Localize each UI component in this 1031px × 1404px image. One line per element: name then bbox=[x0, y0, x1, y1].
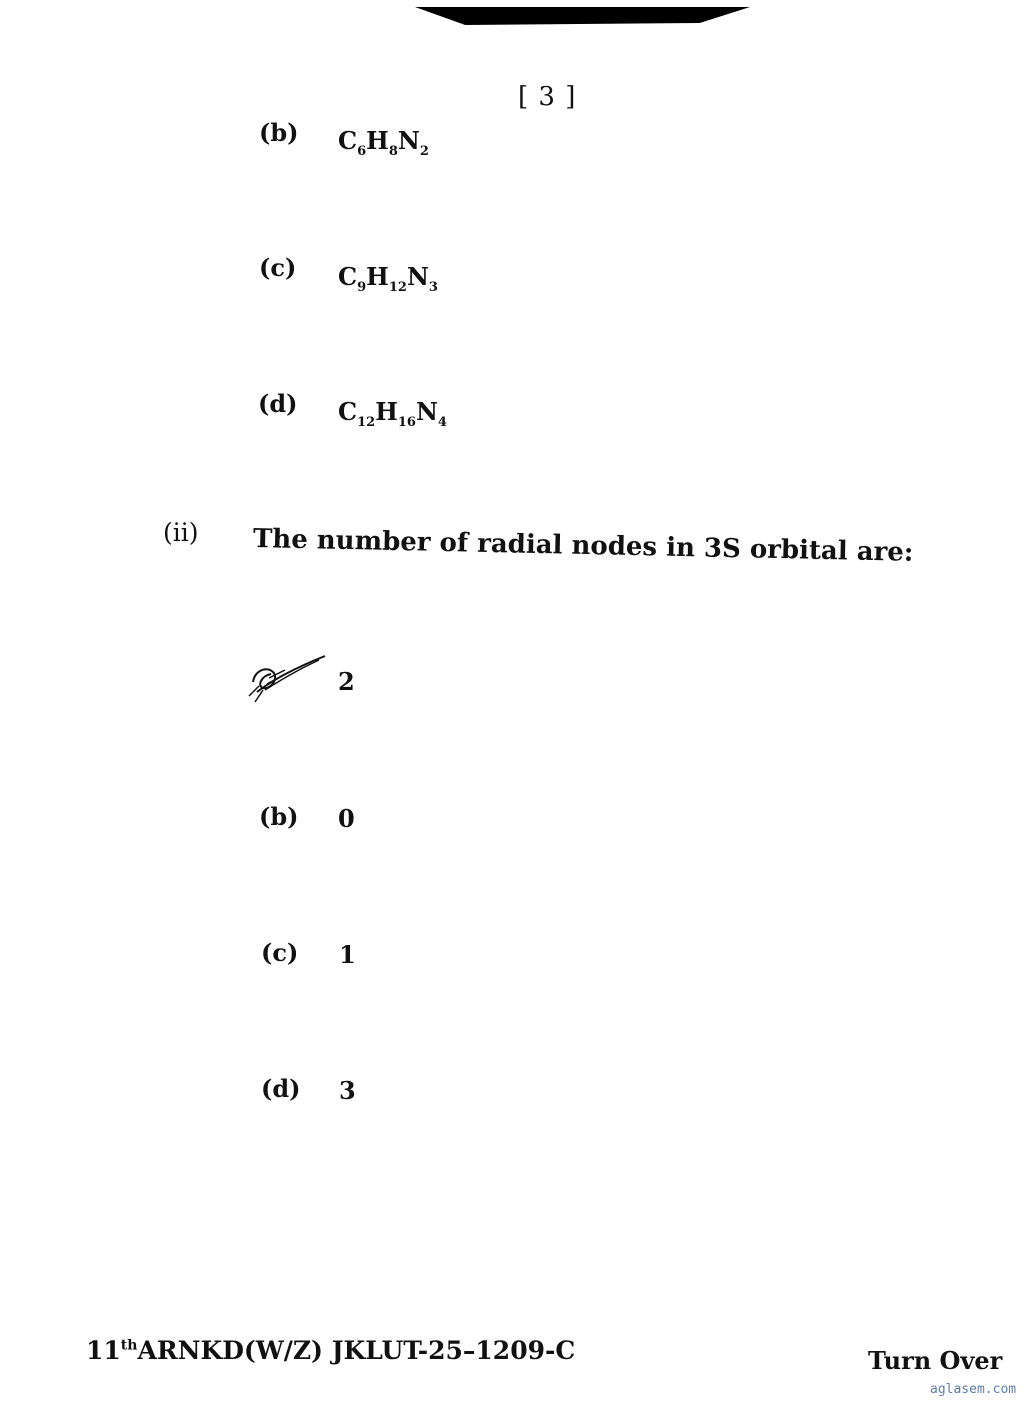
watermark: aglasem.com bbox=[930, 1382, 1017, 1397]
formula: $C_{12}H_{16}N_4$ bbox=[338, 397, 447, 430]
handwritten-tick-icon bbox=[245, 652, 330, 704]
option-value: 2 bbox=[338, 667, 355, 696]
option-label: (b) bbox=[259, 802, 299, 831]
turn-over-note: Turn Over bbox=[868, 1346, 1003, 1375]
question-number: (ii) bbox=[163, 518, 199, 547]
option-value: 3 bbox=[339, 1076, 356, 1105]
option-label: (c) bbox=[261, 938, 299, 967]
option-label: (d) bbox=[258, 389, 298, 418]
scan-edge-shadow bbox=[415, 5, 750, 25]
formula: $C_6H_8N_2$ bbox=[338, 126, 429, 159]
option-value: 1 bbox=[339, 940, 356, 969]
question-text: The number of radial nodes in 3S orbital are: bbox=[252, 524, 914, 568]
page-number: [ 3 ] bbox=[518, 82, 577, 112]
paper-code: 11thARNKD(W/Z) JKLUT-25–1209-C bbox=[86, 1336, 576, 1365]
option-label: (b) bbox=[259, 118, 299, 147]
option-value: 0 bbox=[338, 804, 355, 833]
formula: $C_9H_{12}N_3$ bbox=[338, 262, 438, 295]
option-label: (c) bbox=[259, 253, 297, 282]
option-label: (d) bbox=[261, 1074, 301, 1103]
